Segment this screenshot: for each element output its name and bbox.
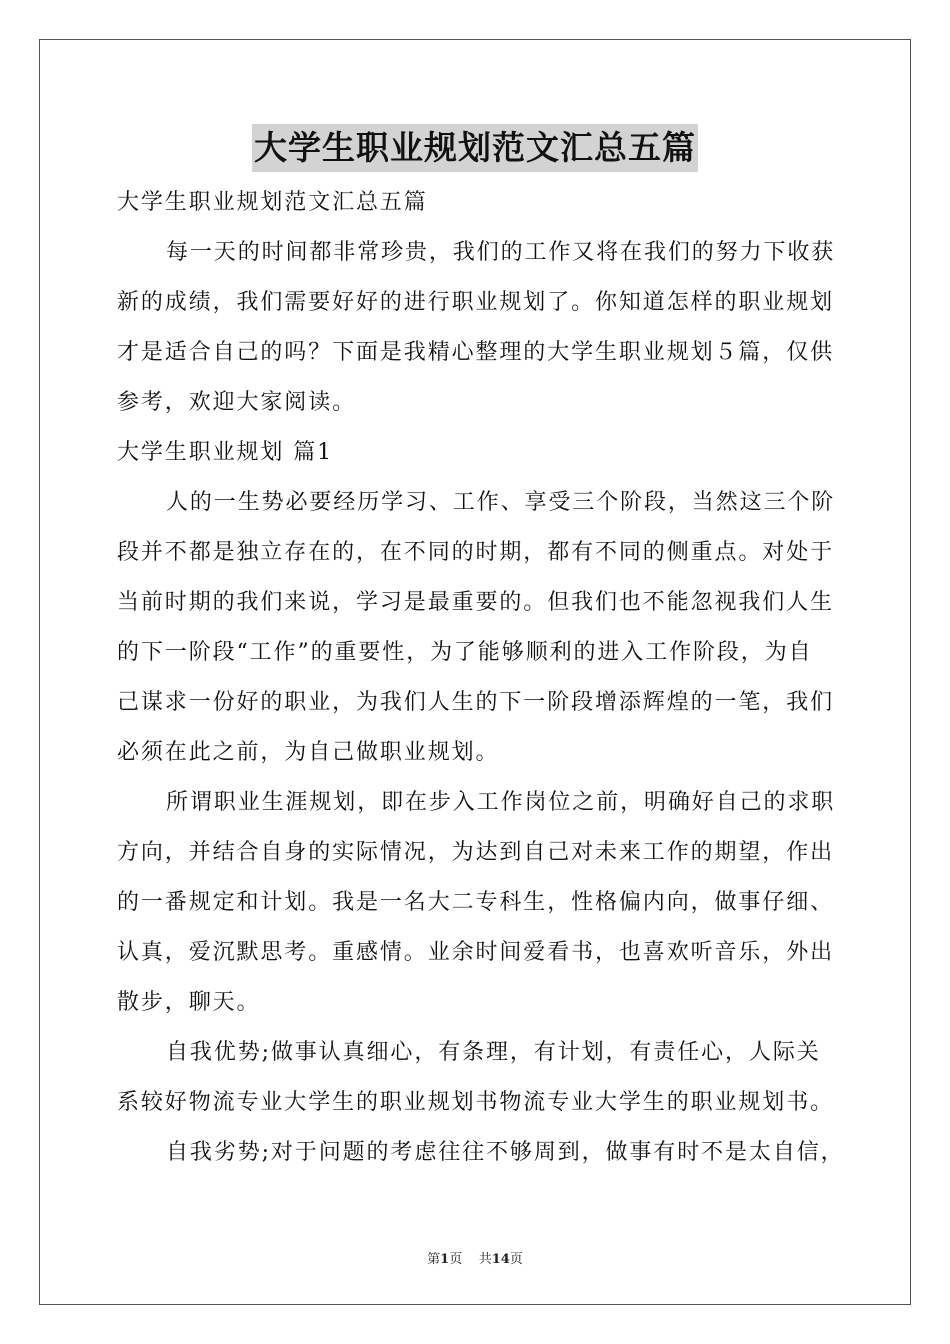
body-line: 参考，欢迎大家阅读。 (117, 390, 357, 415)
body-line: 必须在此之前，为自己做职业规划。 (117, 740, 500, 765)
body-line: 系较好物流专业大学生的职业规划书物流专业大学生的职业规划书。 (117, 1090, 835, 1115)
document-title: 大学生职业规划范文汇总五篇 (252, 124, 698, 172)
body-line: 人的一生势必要经历学习、工作、享受三个阶段，当然这三个阶 (166, 490, 836, 515)
body-line: 当前时期的我们来说，学习是最重要的。但我们也不能忽视我们人生 (117, 590, 835, 615)
body-line: 自我优势;做事认真细心，有条理，有计划，有责任心，人际关 (166, 1040, 821, 1065)
page-suffix: 页 (449, 1252, 463, 1267)
body-line: 每一天的时间都非常珍贵，我们的工作又将在我们的努力下收获 (166, 240, 836, 265)
total-page-number: 14 (491, 1252, 510, 1267)
title-container (0, 124, 950, 172)
body-line: 大学生职业规划范文汇总五篇 (117, 190, 428, 215)
total-prefix: 共 (478, 1252, 492, 1267)
page-footer (0, 1248, 950, 1267)
body-line: 自我劣势;对于问题的考虑往往不够周到，做事有时不是太自信， (166, 1140, 845, 1165)
body-line: 散步，聊天。 (117, 990, 261, 1015)
body-line: 新的成绩，我们需要好好的进行职业规划了。你知道怎样的职业规划 (117, 290, 835, 315)
body-line: 段并不都是独立存在的，在不同的时期，都有不同的侧重点。对处于 (117, 540, 835, 565)
body-line: 的一番规定和计划。我是一名大二专科生，性格偏内向，做事仔细、 (117, 890, 835, 915)
body-line: 方向，并结合自身的实际情况，为达到自己对未来工作的期望，作出 (117, 840, 835, 865)
body-line: 所谓职业生涯规划，即在步入工作岗位之前，明确好自己的求职 (166, 790, 836, 815)
section-heading: 大学生职业规划 篇1 (117, 440, 333, 465)
body-line: 认真，爱沉默思考。重感情。业余时间爱看书，也喜欢听音乐，外出 (117, 940, 835, 965)
body-line: 己谋求一份好的职业，为我们人生的下一阶段增添辉煌的一笔，我们 (117, 690, 835, 715)
body-line: 才是适合自己的吗？下面是我精心整理的大学生职业规划５篇，仅供 (117, 340, 835, 365)
total-suffix: 页 (509, 1252, 523, 1267)
page-prefix: 第 (427, 1252, 441, 1267)
body-line: 的下一阶段“工作”的重要性，为了能够顺利的进入工作阶段，为自 (117, 640, 813, 665)
document-body (117, 178, 845, 1178)
current-page-number: 1 (440, 1252, 450, 1267)
